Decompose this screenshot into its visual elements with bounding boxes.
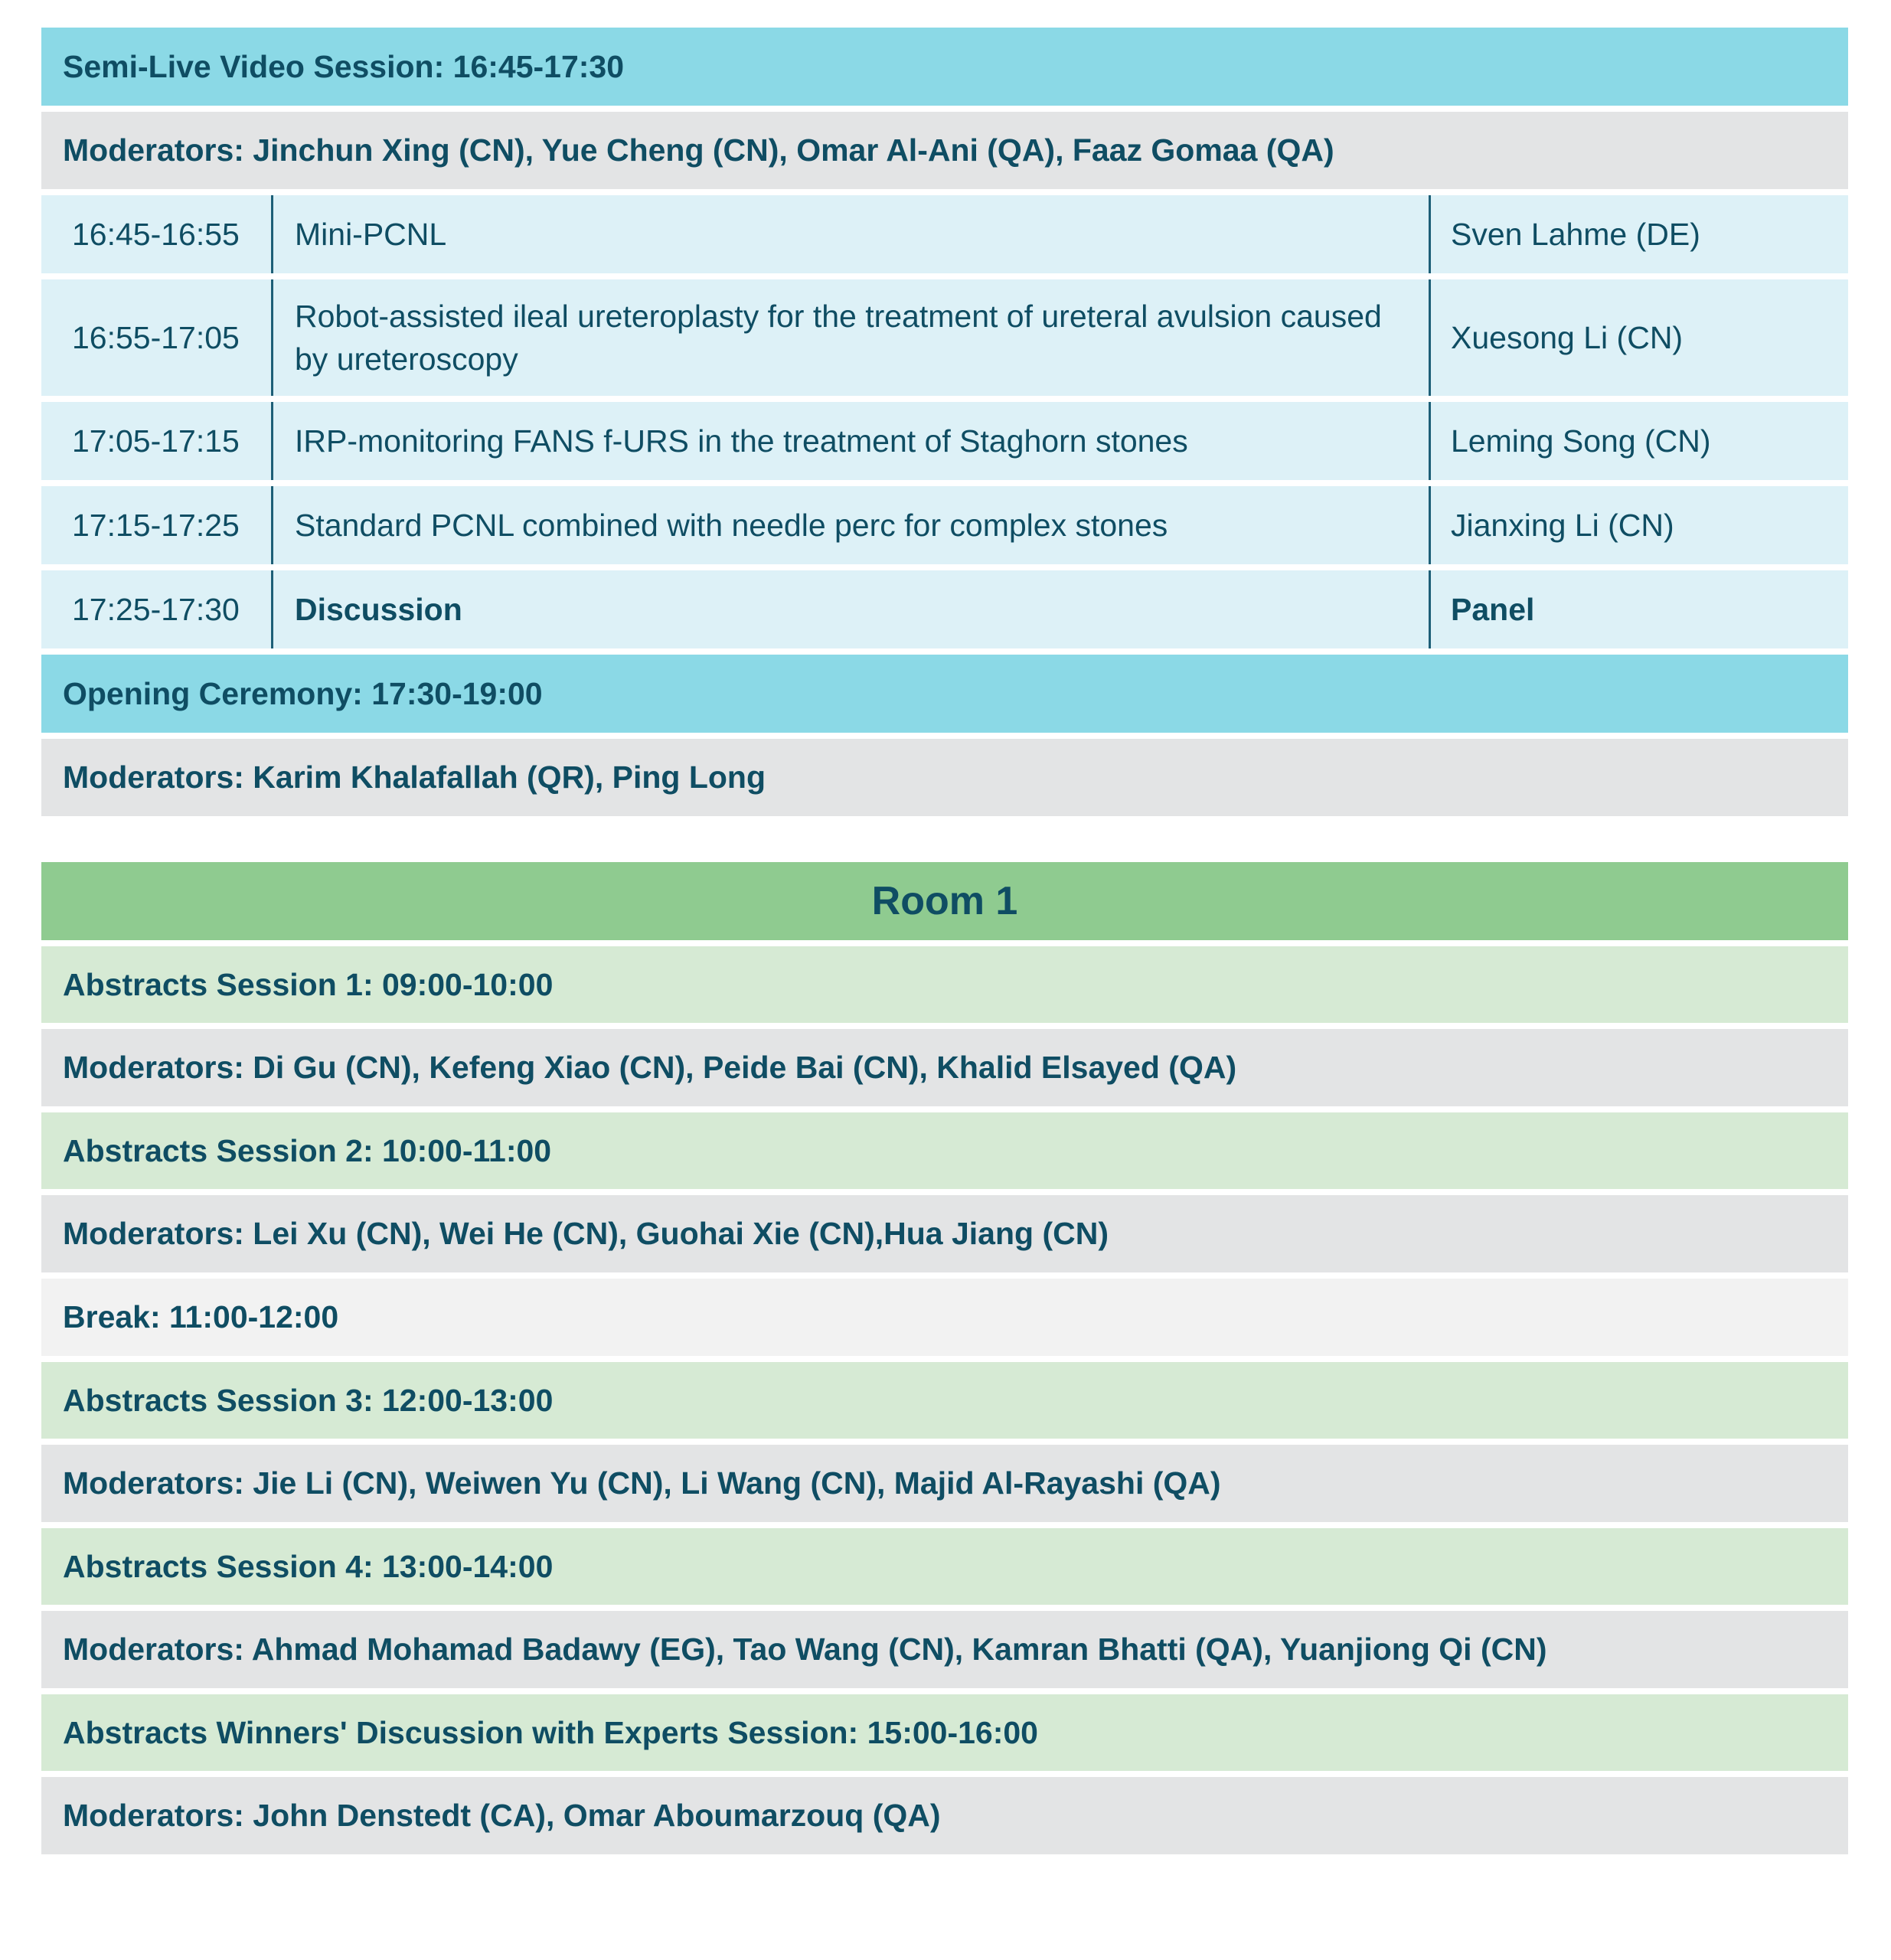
timetable-row [41,486,1848,564]
row-speaker: Jianxing Li (CN) [1429,486,1848,564]
timetable-row [41,195,1848,273]
room-title: Room 1 [41,862,1848,940]
opening-ceremony-header: Opening Ceremony: 17:30-19:00 [41,655,1848,733]
row-time: 16:45-16:55 [72,216,240,252]
moderators-row: Moderators: John Denstedt (CA), Omar Aboumarzouq (QA) [41,1777,1848,1854]
row-speaker: Leming Song (CN) [1429,402,1848,480]
timetable-row [41,402,1848,480]
moderators-row: Moderators: Di Gu (CN), Kefeng Xiao (CN), Peide Bai (CN), Khalid Elsayed (QA) [41,1029,1848,1106]
row-time: 16:55-17:05 [72,319,240,355]
row-title: Mini-PCNL [271,195,1429,273]
moderators-row: Moderators: Lei Xu (CN), Wei He (CN), Guohai Xie (CN),Hua Jiang (CN) [41,1195,1848,1272]
row-title: IRP-monitoring FANS f-URS in the treatment of Staghorn stones [271,402,1429,480]
moderators-row: Moderators: Ahmad Mohamad Badawy (EG), Tao Wang (CN), Kamran Bhatti (QA), Yuanjiong Qi (CN) [41,1611,1848,1688]
session-header: Abstracts Session 3: 12:00-13:00 [41,1362,1848,1439]
session-header: Semi-Live Video Session: 16:45-17:30 [41,28,1848,106]
row-time: 17:05-17:15 [72,423,240,459]
timetable-row [41,279,1848,396]
row-speaker: Panel [1429,570,1848,648]
session-header: Abstracts Session 2: 10:00-11:00 [41,1112,1848,1189]
row-speaker: Sven Lahme (DE) [1429,195,1848,273]
session-header: Abstracts Winners' Discussion with Experts Session: 15:00-16:00 [41,1694,1848,1771]
session-header: Abstracts Session 1: 09:00-10:00 [41,946,1848,1023]
moderators-row: Moderators: Karim Khalafallah (QR), Ping Long [41,739,1848,816]
moderators-row: Moderators: Jie Li (CN), Weiwen Yu (CN), Li Wang (CN), Majid Al-Rayashi (QA) [41,1445,1848,1522]
room-1-section [41,862,1848,1860]
row-speaker: Xuesong Li (CN) [1429,279,1848,396]
break-row: Break: 11:00-12:00 [41,1279,1848,1356]
row-time: 17:25-17:30 [72,591,240,627]
row-time: 17:15-17:25 [72,507,240,543]
moderators-row: Moderators: Jinchun Xing (CN), Yue Cheng (CN), Omar Al-Ani (QA), Faaz Gomaa (QA) [41,112,1848,189]
session-header: Abstracts Session 4: 13:00-14:00 [41,1528,1848,1605]
row-title: Discussion [271,570,1429,648]
timetable-row [41,570,1848,648]
row-title: Robot-assisted ileal ureteroplasty for the treatment of ureteral avulsion caused by ureteroscopy [271,279,1429,396]
semi-live-section [41,28,1848,822]
row-title: Standard PCNL combined with needle perc for complex stones [271,486,1429,564]
